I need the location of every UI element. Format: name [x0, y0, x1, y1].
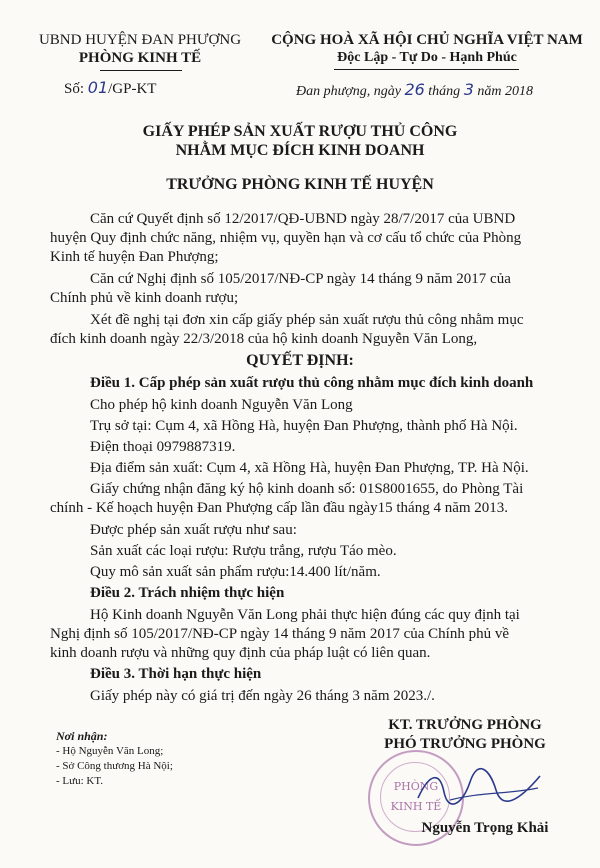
- article-3-title: Điều 3. Thời hạn thực hiện: [90, 666, 262, 682]
- motto-underline: [334, 69, 519, 70]
- national-motto: Độc Lập - Tự Do - Hạnh Phúc: [337, 50, 517, 65]
- department-underline: [100, 70, 182, 71]
- article-2-title: Điều 2. Trách nhiệm thực hiện: [90, 585, 285, 601]
- article-2-line: Hộ Kinh doanh Nguyễn Văn Long phải thực hiện đúng các quy định tại: [90, 607, 520, 623]
- article-1-line: Cho phép hộ kinh doanh Nguyễn Văn Long: [90, 397, 353, 413]
- number-suffix: /GP-KT: [108, 81, 157, 97]
- article-1-line: Giấy chứng nhận đăng ký hộ kinh doanh số: 01S8001655, do Phòng Tài: [90, 481, 524, 497]
- decision-heading: QUYẾT ĐỊNH:: [246, 352, 354, 369]
- article-1-line: Quy mô sản xuất sản phẩm rượu:14.400 lít/năm.: [90, 564, 381, 580]
- number-prefix: Số:: [64, 81, 85, 97]
- recipient-item: - Sở Công thương Hà Nội;: [56, 760, 173, 772]
- issuing-authority: TRƯỞNG PHÒNG KINH TẾ HUYỆN: [166, 176, 434, 193]
- date-month-handwritten: 3: [463, 80, 474, 99]
- stamp-text: KINH TẾ: [390, 800, 442, 813]
- document-subtitle: NHẰM MỤC ĐÍCH KINH DOANH: [175, 142, 425, 159]
- stamp-text: PHÒNG: [393, 780, 439, 793]
- date-month-label: tháng: [428, 84, 461, 99]
- date-year: năm 2018: [477, 84, 533, 99]
- article-1-line: Được phép sản xuất rượu như sau:: [90, 522, 297, 538]
- department-name: PHÒNG KINH TẾ: [78, 50, 202, 66]
- issue-date: [296, 80, 533, 100]
- article-1-title: Điều 1. Cấp phép sản xuất rượu thủ công nhằm mục đích kinh doanh: [90, 375, 534, 391]
- signer-name: Nguyễn Trọng Khải: [421, 820, 549, 836]
- preamble-line: Chính phủ về kinh doanh rượu;: [50, 290, 239, 306]
- article-1-line: Sản xuất các loại rượu: Rượu trắng, rượu Táo mèo.: [90, 543, 397, 559]
- document-title: GIẤY PHÉP SẢN XUẤT RƯỢU THỦ CÔNG: [142, 123, 458, 140]
- article-1-line: chính - Kế hoạch huyện Đan Phượng cấp lần đầu ngày15 tháng 4 năm 2013.: [50, 500, 509, 516]
- national-title: CỘNG HOÀ XÃ HỘI CHỦ NGHĨA VIỆT NAM: [271, 32, 583, 48]
- recipient-item: - Hộ Nguyễn Văn Long;: [56, 745, 164, 757]
- article-1-line: Địa điểm sản xuất: Cụm 4, xã Hồng Hà, huyện Đan Phượng, TP. Hà Nội.: [90, 460, 529, 476]
- date-day-handwritten: 26: [404, 80, 425, 99]
- preamble-line: Căn cứ Quyết định số 12/2017/QĐ-UBND ngày 28/7/2017 của UBND: [90, 211, 516, 227]
- date-place: Đan phượng, ngày: [296, 84, 401, 99]
- document-number: [64, 78, 156, 98]
- preamble-line: đích kinh doanh ngày 22/3/2018 của hộ kinh doanh Nguyễn Văn Long,: [50, 331, 478, 347]
- article-1-line: Trụ sở tại: Cụm 4, xã Hồng Hà, huyện Đan Phượng, thành phố Hà Nội.: [90, 418, 518, 434]
- number-handwritten: 01: [87, 78, 109, 97]
- article-2-line: kinh doanh rượu và những quy định của pháp luật có liên quan.: [50, 645, 431, 661]
- preamble-line: Kinh tế huyện Đan Phượng;: [50, 249, 219, 265]
- preamble-line: Căn cứ Nghị định số 105/2017/NĐ-CP ngày 14 tháng 9 năm 2017 của: [90, 271, 511, 287]
- recipients-label: Nơi nhận:: [56, 729, 108, 743]
- article-2-line: Nghị định số 105/2017/NĐ-CP ngày 14 tháng 9 năm 2017 của Chính phủ về: [50, 626, 509, 642]
- org-name: UBND HUYỆN ĐAN PHƯỢNG: [38, 32, 242, 48]
- preamble-line: huyện Quy định chức năng, nhiệm vụ, quyền hạn và cơ cấu tổ chức của Phòng: [50, 230, 522, 246]
- signature-title: KT. TRƯỞNG PHÒNG: [388, 717, 542, 733]
- signature-subtitle: PHÓ TRƯỞNG PHÒNG: [384, 736, 546, 752]
- article-1-line: Điện thoại 0979887319.: [90, 439, 236, 455]
- handwritten-signature: [410, 762, 550, 812]
- preamble-line: Xét đề nghị tại đơn xin cấp giấy phép sản xuất rượu thủ công nhằm mục: [90, 312, 524, 328]
- article-3-line: Giấy phép này có giá trị đến ngày 26 tháng 3 năm 2023./.: [90, 688, 435, 704]
- recipient-item: - Lưu: KT.: [56, 775, 103, 787]
